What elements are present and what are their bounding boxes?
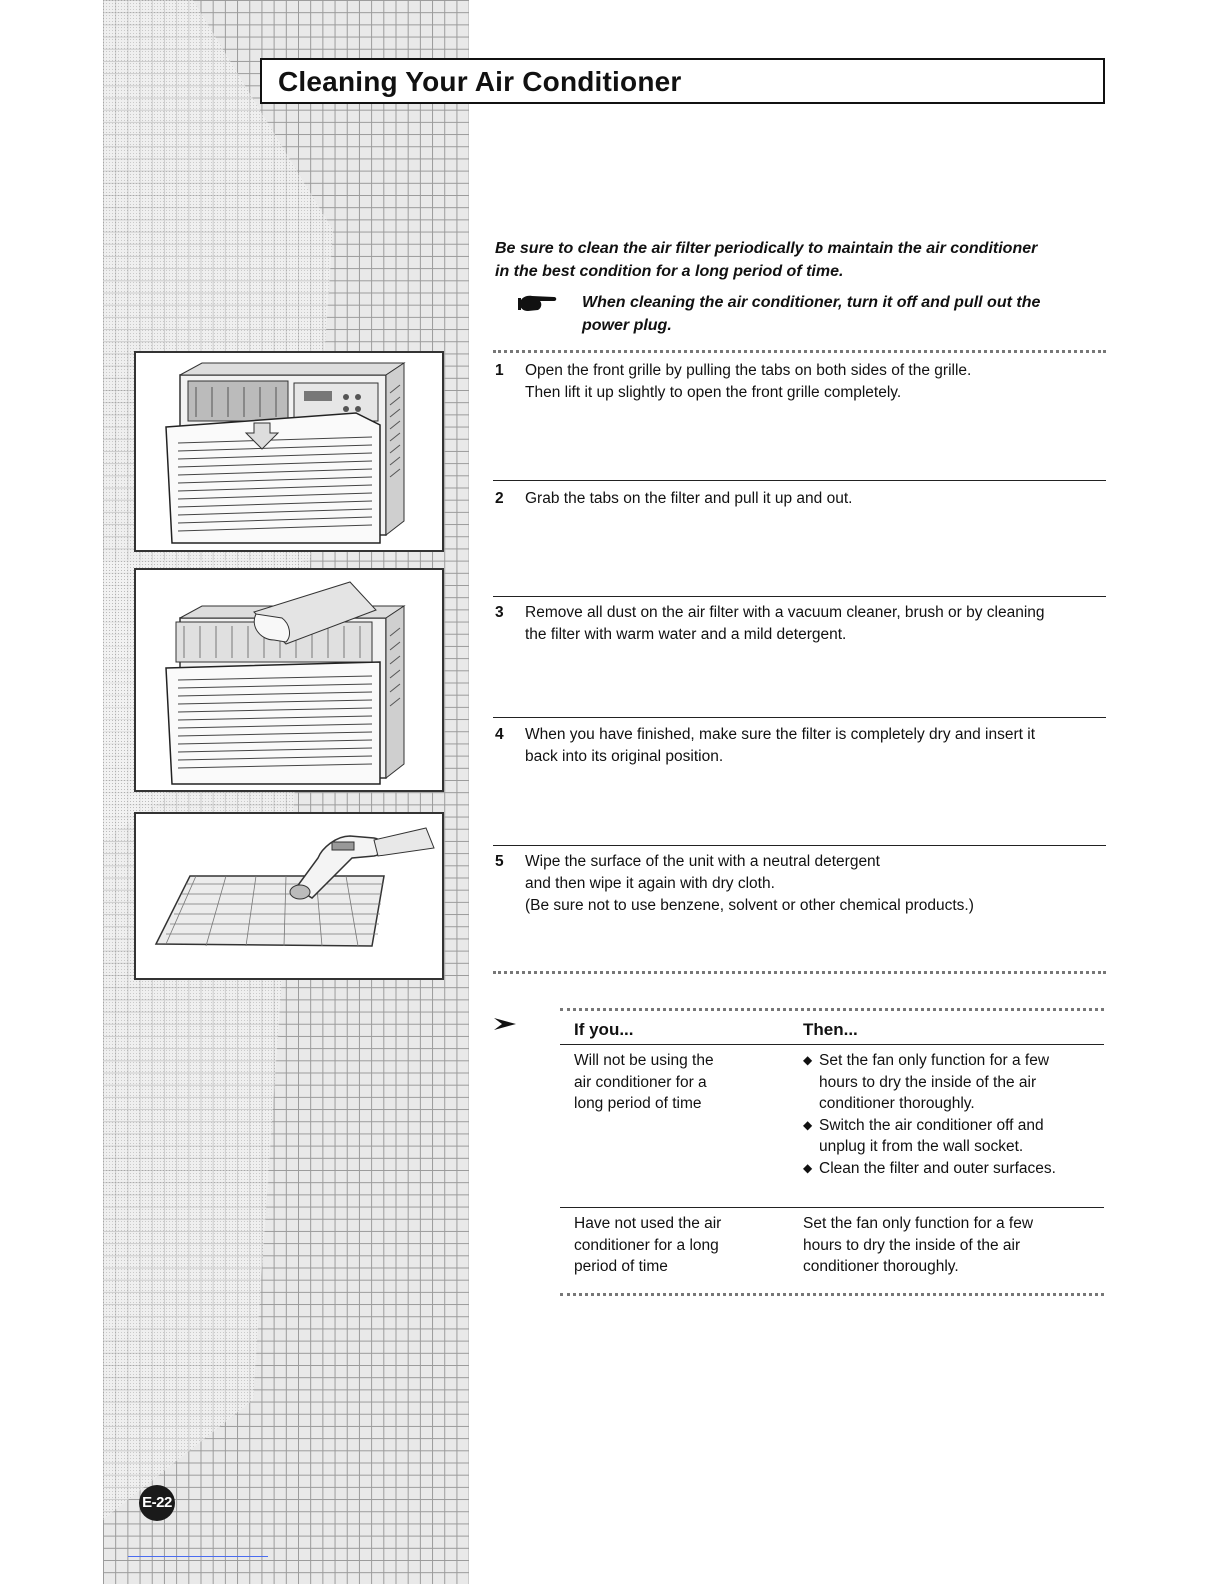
filter-removal-illustration: [134, 568, 444, 792]
step-text-line: Wipe the surface of the unit with a neutral detergent: [525, 853, 880, 870]
step-divider: [493, 845, 1106, 846]
step-divider: [493, 480, 1106, 481]
step-3: [495, 602, 1095, 646]
intro-note: [495, 237, 1095, 283]
step-text-line: Grab the tabs on the filter and pull it up and out.: [525, 490, 853, 507]
front-grille-open-illustration: [134, 351, 444, 552]
step-text-line: Then lift it up slightly to open the front grille completely.: [525, 384, 902, 401]
then-text-line: hours to dry the inside of the air: [803, 1236, 1021, 1254]
then-text-line: Set the fan only function for a few: [803, 1215, 1034, 1232]
then-column-header: Then...: [803, 1020, 858, 1039]
then-text-line: Switch the air conditioner off and: [819, 1116, 1044, 1134]
step-number: 5: [495, 853, 504, 870]
if-text-line: Will not be using the: [574, 1052, 714, 1069]
then-text-line: Clean the filter and outer surfaces.: [819, 1159, 1056, 1177]
tip-table: [560, 1008, 1104, 1296]
page-title: Cleaning Your Air Conditioner: [278, 66, 682, 97]
footer-link-underline: [128, 1556, 268, 1557]
page-number-badge: E-22: [139, 1485, 175, 1521]
if-text-line: conditioner for a long: [574, 1236, 719, 1254]
table-row: [560, 1208, 1104, 1293]
table-row: [560, 1045, 1104, 1208]
step-1: [495, 360, 1095, 404]
then-cell: [803, 1213, 1033, 1278]
step-4: [495, 724, 1095, 768]
diamond-bullet-icon: ◆: [803, 1160, 813, 1175]
step-2: [495, 488, 1095, 510]
intro-line: in the best condition for a long period of time.: [495, 263, 844, 280]
step-text-line: (Be sure not to use benzene, solvent or other chemical products.): [525, 897, 974, 914]
then-bullet: [803, 1050, 1056, 1115]
diamond-bullet-icon: ◆: [803, 1117, 813, 1132]
step-number: 3: [495, 604, 504, 621]
step-text-line: the filter with warm water and a mild detergent.: [525, 626, 847, 643]
step-divider: [493, 717, 1106, 718]
step-number: 4: [495, 726, 504, 743]
step-number: 1: [495, 362, 504, 379]
intro-line: Be sure to clean the air filter periodically to maintain the air conditioner: [495, 240, 1038, 257]
if-text-line: Have not used the air: [574, 1215, 722, 1232]
dotted-divider: [493, 350, 1106, 353]
if-text-line: air conditioner for a: [574, 1073, 707, 1091]
if-text-line: period of time: [574, 1258, 668, 1275]
then-bullet: [803, 1158, 1056, 1180]
table-bottom-rule: [560, 1293, 1104, 1296]
then-text-line: unplug it from the wall socket.: [819, 1138, 1024, 1155]
caution-line: When cleaning the air conditioner, turn it off and pull out the: [582, 294, 1041, 311]
if-column-header: If you...: [574, 1020, 634, 1039]
dotted-divider: [493, 971, 1106, 974]
step-text-line: When you have finished, make sure the filter is completely dry and insert it: [525, 726, 1036, 743]
then-text-line: conditioner thoroughly.: [803, 1258, 959, 1275]
step-5: [495, 851, 1095, 917]
page-title-box: [260, 58, 1105, 104]
arrowhead-icon: [494, 1017, 518, 1031]
step-divider: [493, 596, 1106, 597]
step-number: 2: [495, 490, 504, 507]
then-text-line: hours to dry the inside of the air: [819, 1073, 1037, 1091]
if-cell: [574, 1050, 714, 1115]
table-header-row: [560, 1011, 1104, 1045]
step-text-line: Remove all dust on the air filter with a vacuum cleaner, brush or by cleaning: [525, 604, 1045, 621]
diagonal-shading-decor: [103, 0, 469, 1584]
then-cell: [803, 1050, 1056, 1179]
if-text-line: long period of time: [574, 1095, 702, 1112]
then-text-line: Set the fan only function for a few: [819, 1052, 1050, 1069]
step-text-line: Open the front grille by pulling the tabs on both sides of the grille.: [525, 362, 972, 379]
step-text-line: back into its original position.: [525, 748, 724, 765]
pointing-hand-icon: [518, 292, 558, 314]
then-bullet: [803, 1115, 1056, 1158]
step-text-line: and then wipe it again with dry cloth.: [525, 875, 775, 892]
diamond-bullet-icon: ◆: [803, 1053, 813, 1067]
vacuum-filter-illustration: [134, 812, 444, 980]
then-text-line: conditioner thoroughly.: [819, 1095, 975, 1112]
if-cell: [574, 1213, 721, 1278]
caution-line: power plug.: [582, 317, 672, 334]
caution-note: [518, 291, 1098, 337]
